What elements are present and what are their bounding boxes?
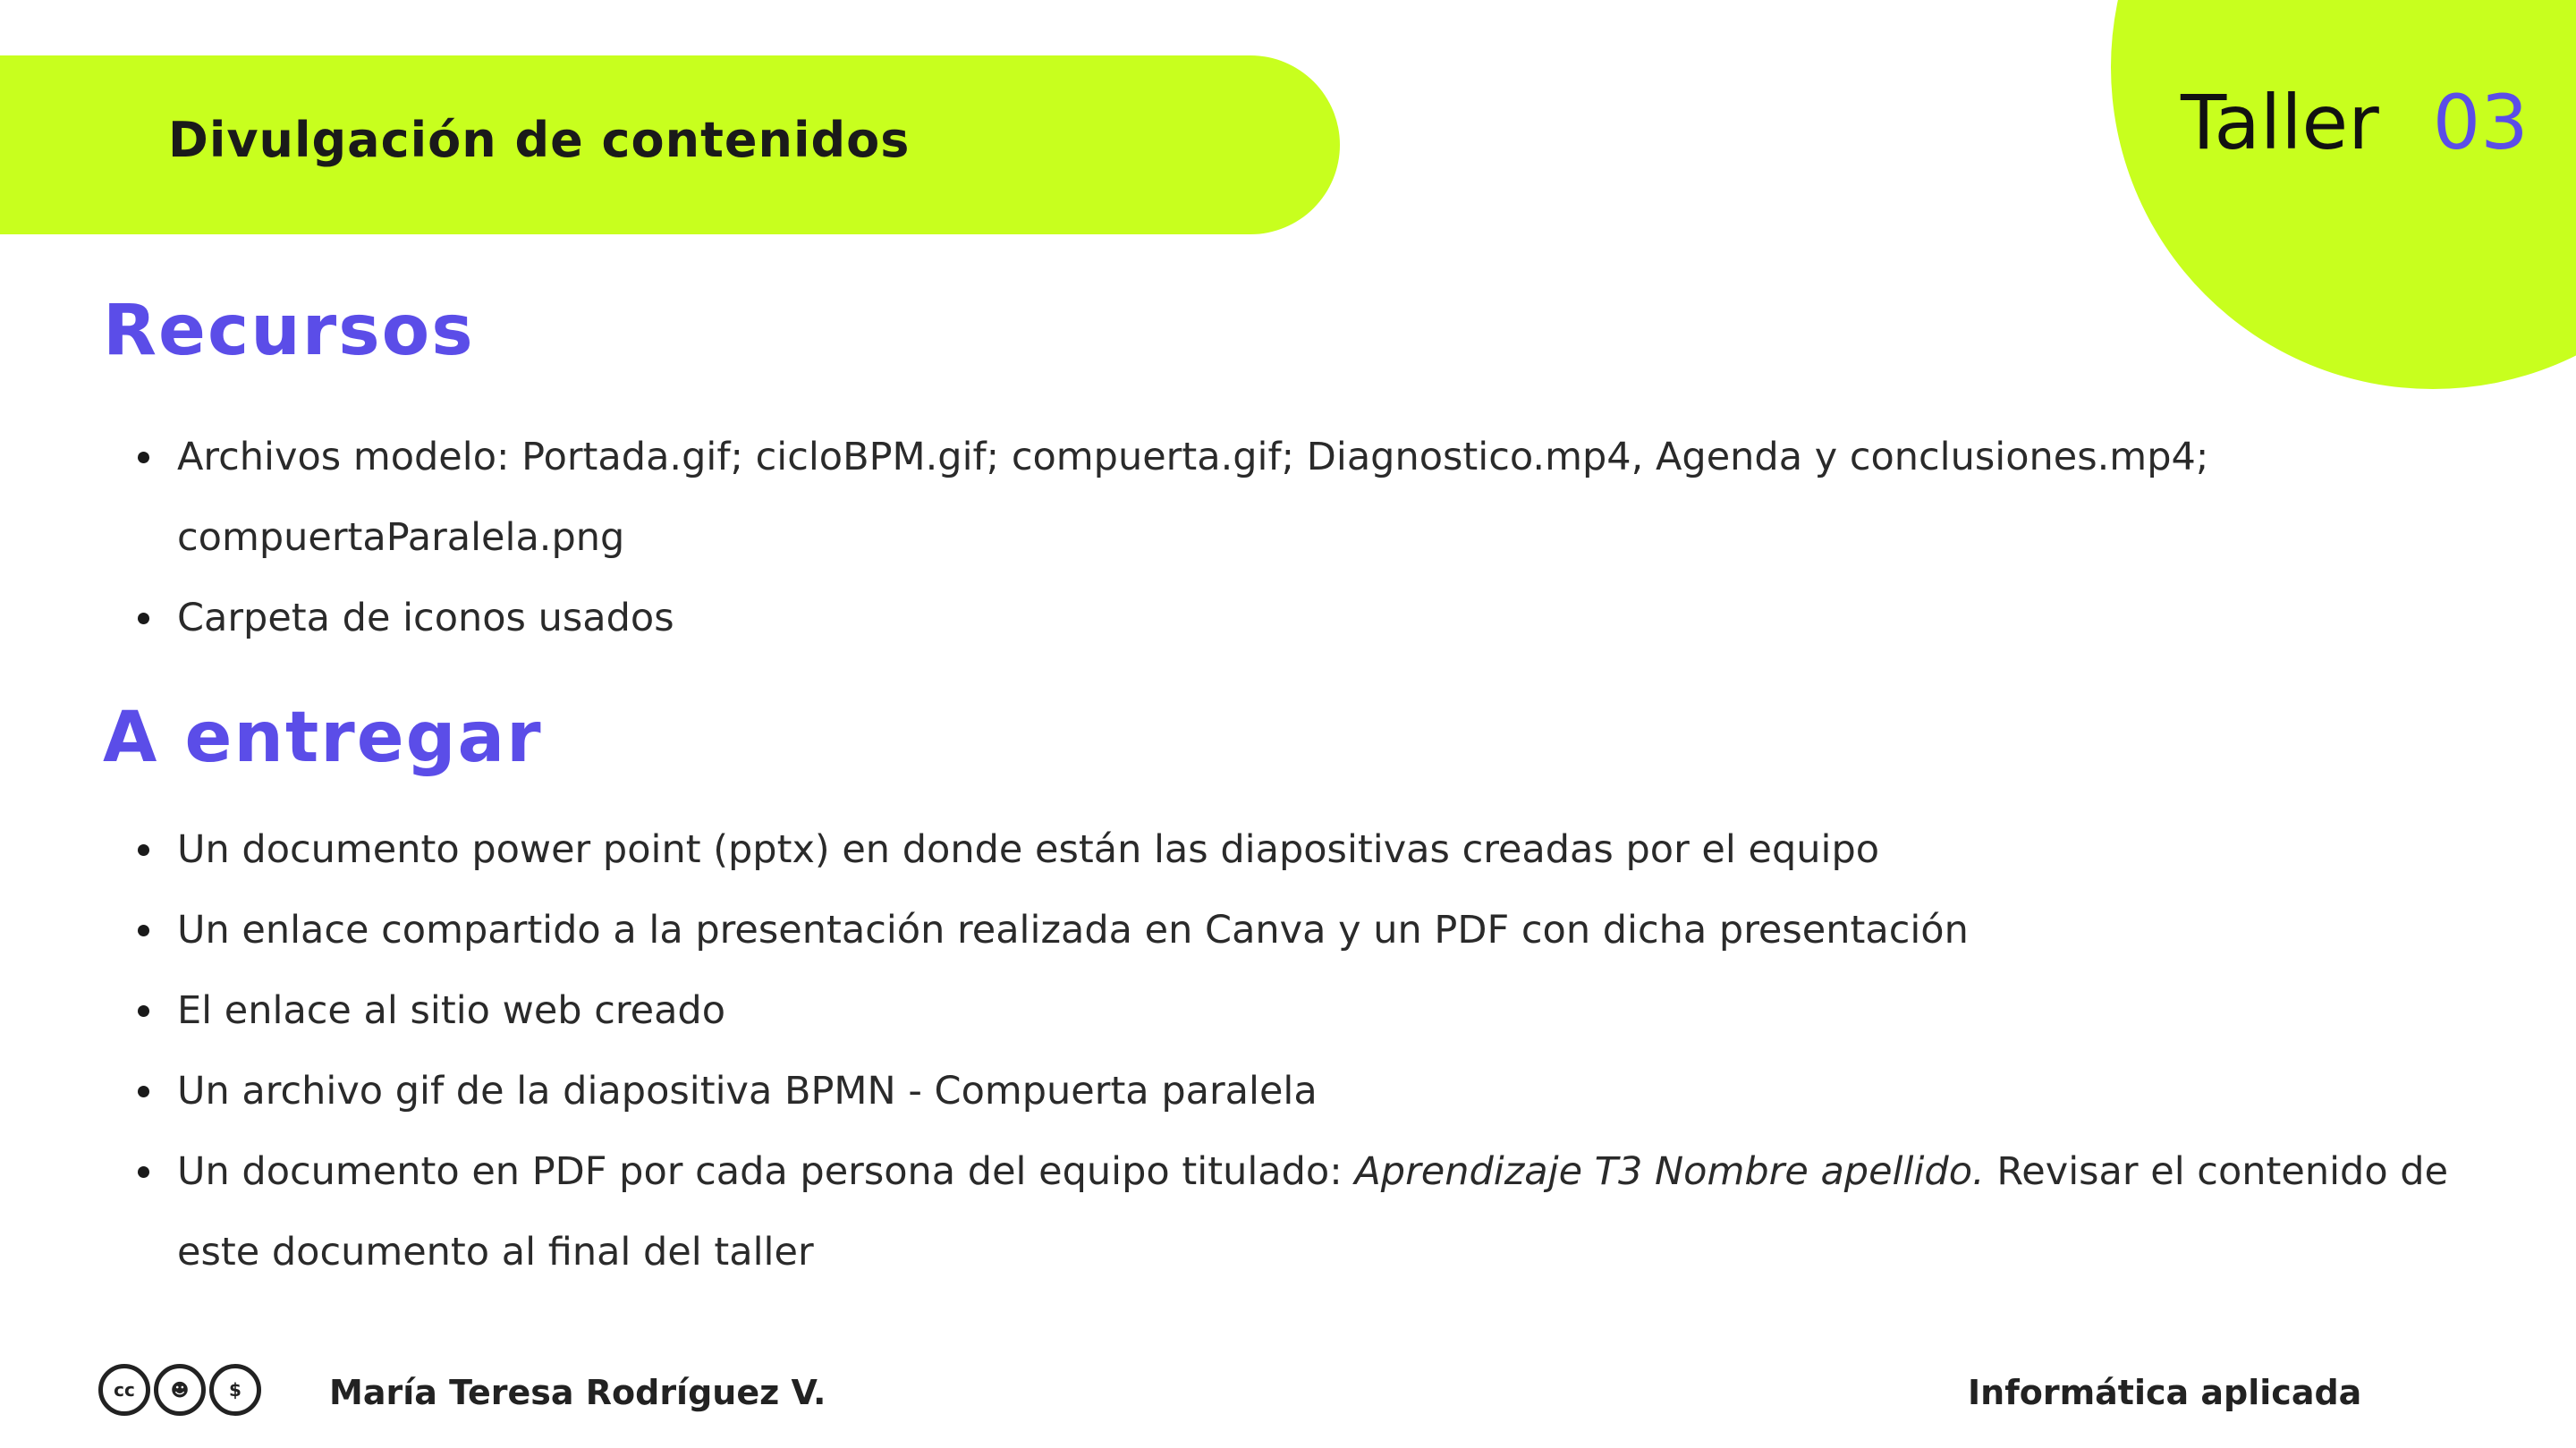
workshop-badge xyxy=(2181,79,2529,166)
list-item: Un documento power point (pptx) en donde están las diapositivas creadas por el equipo xyxy=(177,809,2485,890)
workshop-number: 03 xyxy=(2432,79,2529,166)
section-title-entregar: A entregar xyxy=(103,698,543,778)
recursos-list xyxy=(177,417,2485,658)
list-item: Un enlace compartido a la presentación realizada en Canva y un PDF con dicha presentación xyxy=(177,890,2485,970)
list-item-text: Revisar el contenido de este documento al final del taller xyxy=(177,1149,2449,1274)
creative-commons-license xyxy=(98,1364,261,1421)
corner-circle xyxy=(2111,0,2576,389)
section-title-recursos: Recursos xyxy=(103,291,475,371)
list-item-text: Un documento en PDF por cada persona del equipo titulado: xyxy=(177,1149,1355,1194)
workshop-label: Taller xyxy=(2181,79,2379,166)
list-item: Carpeta de iconos usados xyxy=(177,578,2485,658)
by-icon: ☻ xyxy=(154,1364,206,1416)
list-item-italic: Aprendizaje T3 Nombre apellido. xyxy=(1354,1149,1985,1194)
nc-icon: $ xyxy=(209,1364,261,1416)
list-item xyxy=(177,1131,2485,1292)
author-name: María Teresa Rodríguez V. xyxy=(329,1373,826,1412)
entregar-list xyxy=(177,809,2485,1292)
banner-title: Divulgación de contenidos xyxy=(168,112,911,168)
course-name: Informática aplicada xyxy=(1968,1373,2362,1412)
list-item: El enlace al sitio web creado xyxy=(177,970,2485,1051)
cc-icon: cc xyxy=(98,1364,150,1416)
list-item: Archivos modelo: Portada.gif; cicloBPM.gif; compuerta.gif; Diagnostico.mp4, Agenda y conclusiones.mp4; compuertaParalela.png xyxy=(177,417,2485,578)
list-item: Un archivo gif de la diapositiva BPMN - Compuerta paralela xyxy=(177,1051,2485,1131)
